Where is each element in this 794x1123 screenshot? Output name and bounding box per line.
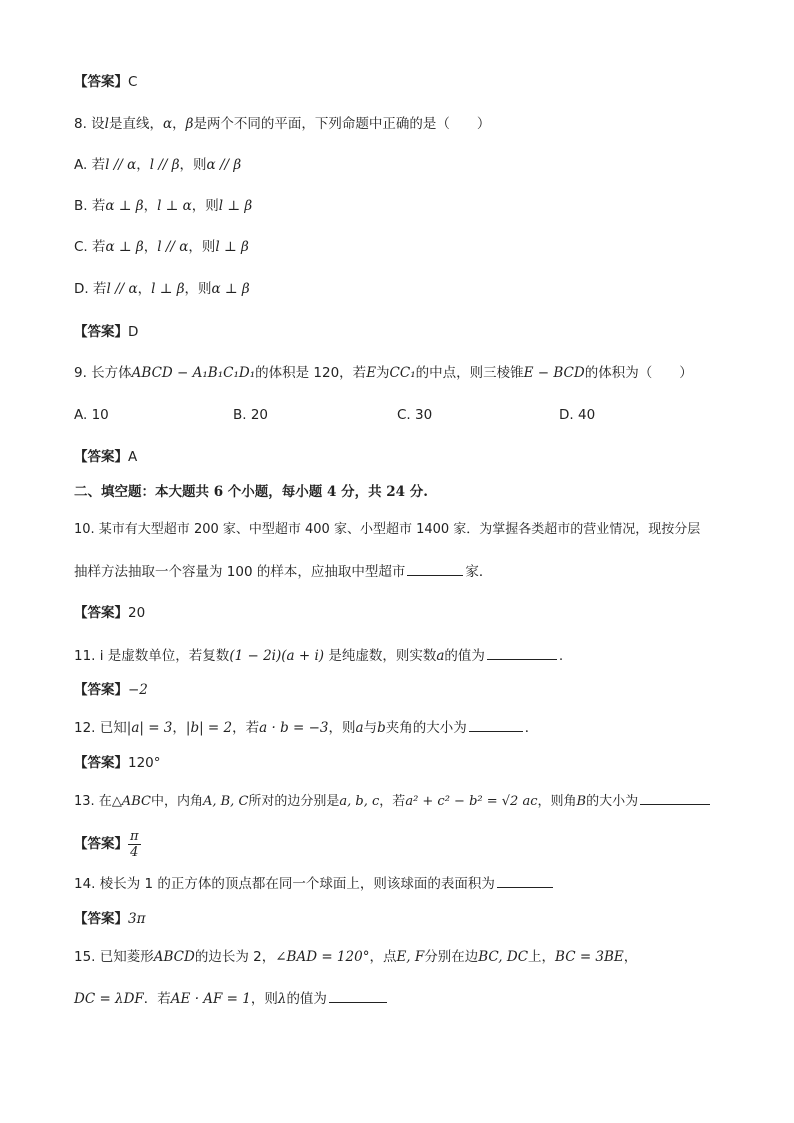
question-15-line-2 xyxy=(74,988,389,1009)
answer-blank xyxy=(487,645,557,660)
math: l xyxy=(104,116,109,132)
text: 为 xyxy=(376,365,390,381)
answer-q8 xyxy=(74,322,138,342)
answer-value: D xyxy=(128,324,139,340)
text: ， xyxy=(623,949,638,965)
question-12 xyxy=(74,717,538,738)
answer-value: A xyxy=(128,449,138,465)
answer-blank xyxy=(329,988,387,1003)
text: ，则角 xyxy=(537,794,577,809)
text: 是两个不同的平面，下列命题中正确的是（ ） xyxy=(193,116,491,132)
question-15-line-1 xyxy=(74,947,637,967)
math: l // β xyxy=(149,157,180,173)
text: ， xyxy=(172,720,186,736)
question-8-stem xyxy=(74,114,490,134)
text: 的值为 xyxy=(444,648,485,664)
question-10-line-1: 10. 某市有大型超市 200 家、中型超市 400 家、小型超市 1400 家．为掌握各类超市的营业情况，现按分层 xyxy=(74,522,701,537)
question-8-option-c xyxy=(74,237,249,257)
answer-label: 【答案】 xyxy=(74,74,128,90)
answer-label: 【答案】 xyxy=(74,682,128,698)
math: AE · AF = 1 xyxy=(170,991,251,1007)
text: A. 若 xyxy=(74,157,106,173)
answer-label: 【答案】 xyxy=(74,324,128,340)
math: △ABC xyxy=(111,794,151,809)
question-8-option-d xyxy=(74,279,250,299)
text: 8. 设 xyxy=(74,116,105,132)
math: (1 − 2i)(a + i) xyxy=(229,648,325,664)
math: l ⊥ β xyxy=(151,281,185,297)
math: |a| = 3 xyxy=(126,720,173,736)
answer-fraction xyxy=(128,829,141,860)
text: 家． xyxy=(465,564,493,580)
text: ，若 xyxy=(379,794,406,809)
math: |b| = 2 xyxy=(185,720,233,736)
question-9-option-c: C. 30 xyxy=(397,407,433,423)
answer-label: 【答案】 xyxy=(74,449,128,465)
answer-q7 xyxy=(74,72,137,92)
text: 中，内角 xyxy=(150,794,203,809)
math: α ⊥ β xyxy=(105,239,144,255)
math: a, b, c xyxy=(339,794,380,809)
answer-value: 120° xyxy=(128,755,161,771)
text: 的体积为（ ） xyxy=(584,365,693,381)
math: ∠BAD = 120° xyxy=(275,949,370,965)
answer-q12 xyxy=(74,753,161,773)
answer-value: −2 xyxy=(128,682,148,698)
math: a · b = −3 xyxy=(259,720,329,736)
text: B. 若 xyxy=(74,198,106,214)
math: l ⊥ α xyxy=(157,198,192,214)
question-14 xyxy=(74,873,555,894)
text: 的边长为 2， xyxy=(194,949,276,965)
text: ，则 xyxy=(184,281,212,297)
math: ABCD xyxy=(153,949,195,965)
text: 上， xyxy=(528,949,556,965)
text: ，则 xyxy=(191,198,219,214)
answer-q10 xyxy=(74,603,145,623)
text: 所对的边分别是 xyxy=(248,794,340,809)
fraction-numerator: π xyxy=(130,828,139,844)
text: 9. 长方体 xyxy=(74,365,132,381)
math: λ xyxy=(277,991,287,1007)
question-9-option-b: B. 20 xyxy=(233,407,269,423)
math: DC = λDF xyxy=(74,991,144,1007)
text: 的值为 xyxy=(286,991,327,1007)
question-10-line-2 xyxy=(74,561,492,582)
answer-label: 【答案】 xyxy=(74,836,128,852)
math: l // α xyxy=(105,157,137,173)
text: 分别在边 xyxy=(424,949,479,965)
text: 是纯虚数，则实数 xyxy=(324,648,437,664)
text: ， xyxy=(172,116,186,132)
answer-blank xyxy=(640,790,710,805)
math: BC, DC xyxy=(478,949,529,965)
math: a xyxy=(355,720,364,736)
math: E − BCD xyxy=(523,365,585,381)
text: 11. i 是虚数单位，若复数 xyxy=(74,648,230,664)
text: 12. 已知 xyxy=(74,720,127,736)
math: CC₁ xyxy=(389,365,416,381)
text: C. 若 xyxy=(74,239,106,255)
question-13 xyxy=(74,790,712,812)
fraction-denominator: 4 xyxy=(130,844,139,860)
answer-blank xyxy=(469,717,523,732)
text: ，则 xyxy=(179,157,207,173)
text: ． xyxy=(524,720,539,736)
math: α ⊥ β xyxy=(211,281,250,297)
answer-blank xyxy=(407,561,463,576)
question-8-option-b xyxy=(74,196,252,216)
answer-label: 【答案】 xyxy=(74,755,128,771)
text: 的大小为 xyxy=(586,794,639,809)
text: 14. 棱长为 1 的正方体的顶点都在同一个球面上，则该球面的表面积为 xyxy=(74,876,495,892)
text: ，则 xyxy=(188,239,216,255)
math: a xyxy=(436,648,445,664)
text: ，则 xyxy=(328,720,356,736)
text: 与 xyxy=(363,720,378,736)
text: . xyxy=(558,648,564,664)
answer-value: C xyxy=(128,74,138,90)
answer-blank xyxy=(497,873,553,888)
text: ，点 xyxy=(369,949,397,965)
math: l // α xyxy=(157,239,189,255)
text: 夹角的大小为 xyxy=(385,720,467,736)
answer-value: 20 xyxy=(128,605,146,621)
text: ，若 xyxy=(232,720,260,736)
math: β xyxy=(185,116,194,132)
math: E, F xyxy=(396,949,425,965)
math: l ⊥ β xyxy=(218,198,253,214)
text: 的中点，则三棱锥 xyxy=(415,365,524,381)
text: 15. 已知菱形 xyxy=(74,949,154,965)
answer-q9 xyxy=(74,447,137,467)
text: ，则 xyxy=(250,991,278,1007)
math: BC = 3BE xyxy=(555,949,624,965)
text: ， xyxy=(143,198,158,214)
math: α xyxy=(163,116,173,132)
question-8-option-a xyxy=(74,155,241,175)
text: 的体积是 120，若 xyxy=(255,365,367,381)
text: 13. 在 xyxy=(74,794,112,809)
math: α // β xyxy=(206,157,242,173)
math: b xyxy=(377,720,386,736)
math: l ⊥ β xyxy=(215,239,249,255)
answer-label: 【答案】 xyxy=(74,911,128,927)
question-9-stem xyxy=(74,363,693,383)
section-heading: 二、填空题：本大题共 6 个小题，每小题 4 分，共 24 分. xyxy=(74,484,428,500)
math: B xyxy=(576,794,587,809)
answer-q14 xyxy=(74,909,145,929)
text: ， xyxy=(136,157,150,173)
text: ．若 xyxy=(143,991,171,1007)
answer-value: 3π xyxy=(128,911,146,927)
text: ， xyxy=(143,239,158,255)
question-9-option-d: D. 40 xyxy=(559,407,596,423)
math: ABCD − A₁B₁C₁D₁ xyxy=(131,365,256,381)
answer-q11 xyxy=(74,680,148,700)
text: 是直线， xyxy=(109,116,163,132)
text: D. 若 xyxy=(74,281,107,297)
math: A, B, C xyxy=(202,794,249,809)
text: ， xyxy=(137,281,152,297)
question-9-option-a: A. 10 xyxy=(74,407,109,423)
question-11 xyxy=(74,645,563,666)
answer-label: 【答案】 xyxy=(74,605,128,621)
math: E xyxy=(366,365,377,381)
math: α ⊥ β xyxy=(105,198,144,214)
math: a² + c² − b² = √2 ac xyxy=(405,794,538,809)
math: l // α xyxy=(106,281,138,297)
text: 抽样方法抽取一个容量为 100 的样本，应抽取中型超市 xyxy=(74,564,406,580)
answer-q13 xyxy=(74,826,141,862)
